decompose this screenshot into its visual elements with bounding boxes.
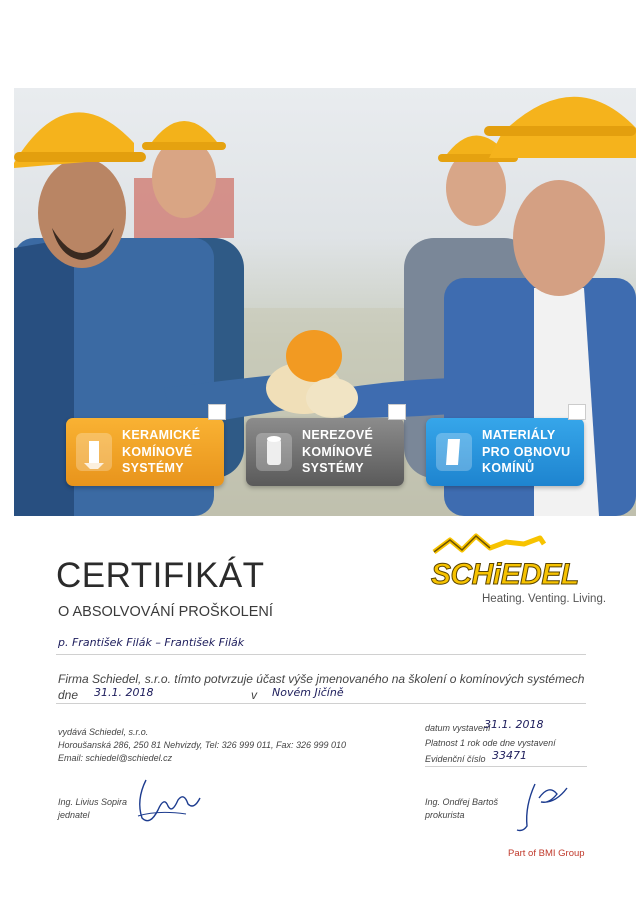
category-label-line2: PRO OBNOVU (482, 444, 571, 459)
participant-name: p. František Filák – František Filák (58, 636, 245, 649)
issuer-info (58, 726, 346, 765)
divider (56, 703, 586, 704)
date-value: 31.1. 2018 (94, 686, 154, 699)
issued-date-value: 31.1. 2018 (484, 718, 544, 731)
chimney-icon (76, 433, 112, 471)
statement-text: Firma Schiedel, s.r.o. tímto potvrzuje účast výše jmenovaného na školení o komínových systémech (58, 672, 585, 686)
marker-square (388, 404, 406, 420)
liner-icon (436, 433, 472, 471)
issuer-email: Email: schiedel@schiedel.cz (58, 753, 173, 763)
category-ceramic-chimneys (66, 418, 224, 486)
place-value: Novém Jičíně (272, 686, 344, 699)
right-signature (505, 776, 575, 836)
left-signature (128, 770, 208, 830)
left-signatory-name: Ing. Livius Sopira (58, 797, 128, 807)
category-label-line3: KOMÍNŮ (482, 461, 535, 475)
category-label-line2: KOMÍNOVÉ (122, 444, 193, 459)
marker-square (568, 404, 586, 420)
evidence-number-label: Evidenční číslo (425, 754, 486, 764)
date-label: dne (58, 688, 79, 702)
right-signatory-role: prokurista (425, 810, 465, 820)
certificate-subtitle: O ABSOLVOVÁNÍ PROŠKOLENÍ (58, 604, 273, 620)
validity-note: Platnost 1 rok ode dne vystavení (425, 738, 556, 748)
category-label-line3: SYSTÉMY (302, 461, 364, 475)
right-signatory-name: Ing. Ondřej Bartoš (425, 797, 499, 807)
divider (56, 654, 586, 655)
category-label-line1: MATERIÁLY (482, 428, 556, 442)
left-signatory-role: jednatel (58, 810, 90, 820)
category-chimney-renovation (426, 418, 584, 486)
place-label: v (251, 688, 257, 702)
certificate-title: CERTIFIKÁT (56, 556, 265, 595)
left-signatory (58, 796, 127, 822)
evidence-number-value: 33471 (492, 749, 527, 762)
category-label-line1: KERAMICKÉ (122, 428, 201, 442)
issuer-address: Horoušanská 286, 250 81 Nehvizdy, Tel: 326 999 011, Fax: 326 999 010 (58, 740, 347, 750)
issuer-line: vydává Schiedel, s.r.o. (58, 727, 149, 737)
logo-wordmark: SCHiEDEL (431, 558, 579, 591)
category-label-line3: SYSTÉMY (122, 461, 184, 475)
steel-pipe-icon (256, 433, 292, 471)
divider (425, 766, 587, 767)
category-label-line1: NEREZOVÉ (302, 428, 374, 442)
logo-tagline: Heating. Venting. Living. (482, 593, 607, 605)
group-footer: Part of BMI Group (508, 848, 585, 859)
marker-square (208, 404, 226, 420)
right-signatory (425, 796, 498, 822)
category-stainless-chimneys (246, 418, 404, 486)
category-label-line2: KOMÍNOVÉ (302, 444, 373, 459)
issued-date-label: datum vystavení (425, 723, 491, 733)
